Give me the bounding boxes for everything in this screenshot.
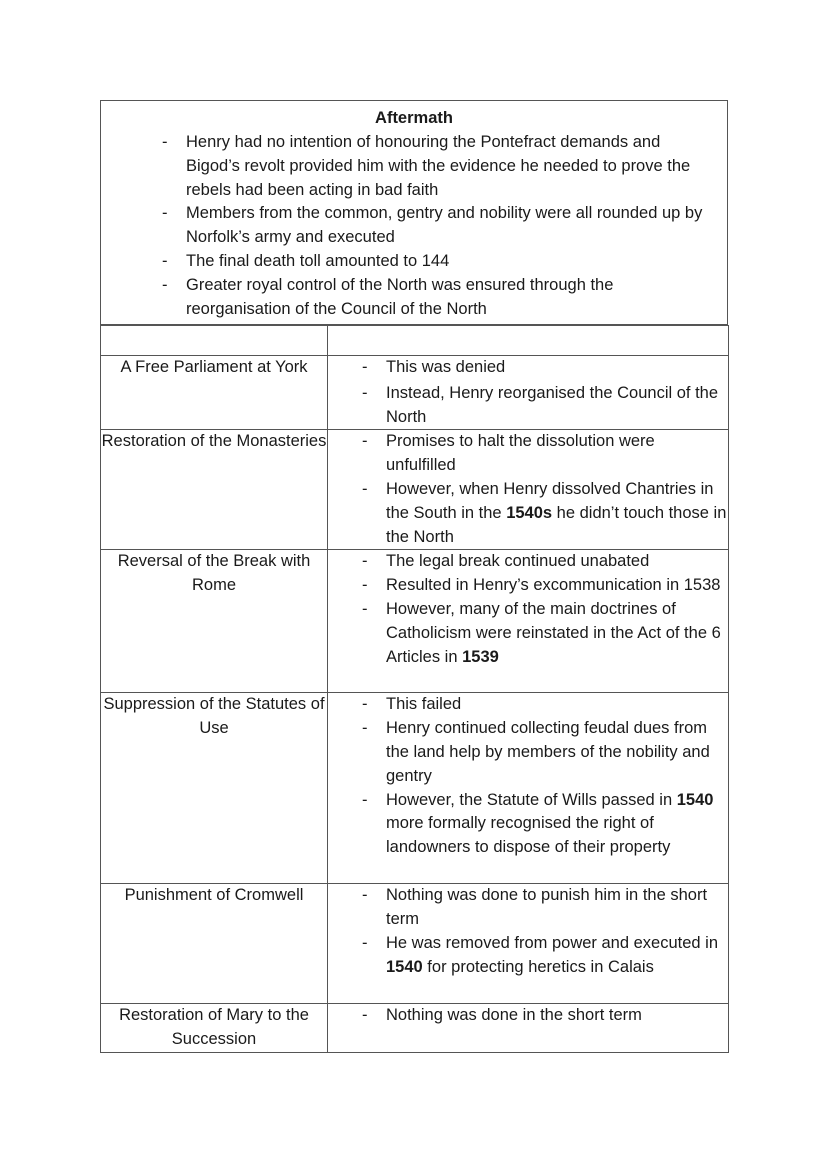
row-details (328, 1004, 729, 1053)
row-topic: Suppression of the Statutes of Use (101, 693, 328, 884)
table-row (101, 430, 729, 550)
row-details (328, 356, 729, 430)
row-details (328, 430, 729, 550)
aftermath-title: Aftermath (375, 109, 453, 127)
table-row (101, 550, 729, 693)
table-row (101, 884, 729, 1004)
aftermath-list (101, 131, 727, 321)
list-item: - Henry continued collecting feudal dues from the land help by members of the nobility and gentry (386, 717, 728, 788)
list-item (386, 598, 728, 669)
list-item: - Members from the common, gentry and nobility were all rounded up by Norfolk’s army and executed (186, 202, 715, 250)
point-text: However, many of the main doctrines of Catholicism were reinstated in the Act of the 6 Articles in (386, 599, 721, 666)
year-highlight: 1540s (506, 503, 553, 522)
list-item: - The legal break continued unabated (386, 550, 728, 574)
list-item: - Resulted in Henry’s excommunication in 1538 (386, 574, 728, 598)
list-item: - Nothing was done in the short term (386, 1004, 728, 1028)
table-header-row (101, 326, 729, 356)
point-text: for protecting heretics in Calais (422, 957, 654, 976)
year-highlight: 1540 (386, 957, 423, 976)
header-cell (328, 326, 729, 356)
point-text: However, when Henry dissolved Chantries in the South in the (386, 479, 714, 522)
list-item: - Henry had no intention of honouring the Pontefract demands and Bigod’s revolt provided him with the evidence he needed to prove the rebels had been acting in bad faith (186, 131, 715, 202)
year-highlight: 1539 (462, 647, 499, 666)
row-details (328, 693, 729, 884)
list-item: - This was denied (386, 356, 728, 380)
list-item: - This failed (386, 693, 728, 717)
list-item: - Instead, Henry reorganised the Council of the North (386, 382, 728, 430)
list-item: - Nothing was done to punish him in the short term (386, 884, 728, 932)
list-item: - Promises to halt the dissolution were unfulfilled (386, 430, 728, 478)
list-item (386, 789, 728, 860)
aftermath-box (100, 100, 728, 325)
row-details (328, 550, 729, 693)
demands-table (100, 325, 729, 1053)
list-item (386, 478, 728, 549)
year-highlight: 1540 (676, 790, 714, 809)
point-text: he didn’t touch those in the North (386, 503, 727, 546)
point-text: more formally recognised the right of landowners to dispose of their property (386, 814, 671, 857)
row-topic: Restoration of Mary to the Succession (101, 1004, 328, 1053)
row-topic: Punishment of Cromwell (101, 884, 328, 1004)
table-row (101, 1004, 729, 1053)
list-item (386, 932, 728, 980)
row-topic: Reversal of the Break with Rome (101, 550, 328, 693)
table-row (101, 693, 729, 884)
table-row (101, 356, 729, 430)
list-item: - Greater royal control of the North was ensured through the reorganisation of the Council of the North (186, 274, 715, 322)
point-text: He was removed from power and executed in (386, 933, 718, 952)
row-topic: A Free Parliament at York (101, 356, 328, 430)
row-details (328, 884, 729, 1004)
list-item: - The final death toll amounted to 144 (186, 250, 715, 274)
row-topic: Restoration of the Monasteries (101, 430, 328, 550)
point-text: However, the Statute of Wills passed in (386, 790, 677, 809)
header-cell (101, 326, 328, 356)
